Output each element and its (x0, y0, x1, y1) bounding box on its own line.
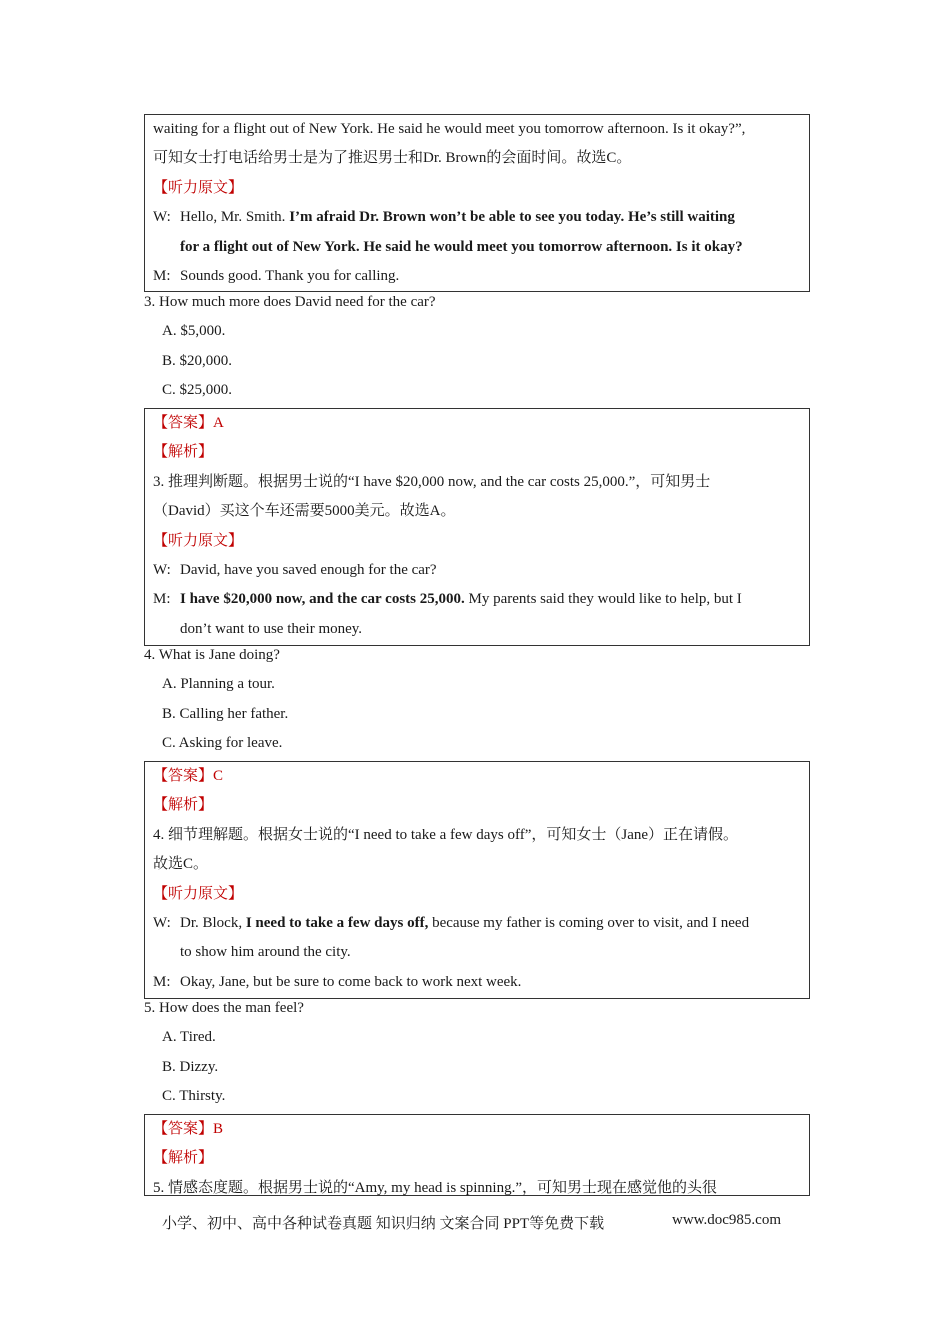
question-3 (144, 288, 804, 406)
q3-transcript-m (153, 585, 803, 614)
q3-m-plain: My parents said they would like to help, but I (464, 591, 742, 608)
q2-w-plain: Hello, Mr. Smith. (180, 209, 290, 226)
q2-transcript-w (153, 203, 803, 232)
speaker-w: W: (153, 561, 171, 578)
q3-option-c: C. $25,000. (162, 382, 233, 399)
q3-analysis-line1: 3. 推理判断题。根据男士说的“I have $20,000 now, and the car costs 25,000.”，可知男士 (153, 473, 711, 490)
page-footer (162, 1212, 802, 1233)
q3-analysis-tag: 【解析】 (153, 444, 214, 461)
q4-question: 4. What is Jane doing? (144, 647, 280, 663)
answer-tag: 【答案】 (153, 1121, 214, 1137)
q4-option-a: A. Planning a tour. (162, 676, 275, 693)
q3-m-line2: don’t want to use their money. (180, 620, 363, 637)
q3-option-a: A. $5,000. (162, 323, 226, 340)
q4-option-b: B. Calling her father. (162, 705, 289, 722)
q5-analysis-line1: 5. 情感态度题。根据男士说的“Amy, my head is spinning.”，可知男士现在感觉他的头很 (153, 1179, 718, 1196)
answer-tag: 【答案】 (153, 768, 214, 784)
q3-analysis-line2: （David）买这个车还需要5000美元。故选A。 (153, 503, 456, 520)
q3-w-text: David, have you saved enough for the car? (180, 561, 437, 578)
question-5 (144, 994, 804, 1112)
speaker-m: M: (153, 591, 171, 608)
q2-w-bold1: I’m afraid Dr. Brown won’t be able to see you today. He’s still waiting (289, 209, 735, 226)
q2-analysis-line1: waiting for a flight out of New York. He said he would meet you tomorrow afternoon. Is it okay?”, (153, 121, 746, 137)
q5-option-a: A. Tired. (162, 1029, 216, 1046)
q4-w-line2: to show him around the city. (180, 944, 351, 961)
q4-transcript-w (153, 909, 803, 938)
q5-analysis-tag: 【解析】 (153, 1150, 214, 1167)
q2-transcript-tag: 【听力原文】 (153, 179, 244, 196)
q4-w-plain2: because my father is coming over to visit, and I need (428, 914, 750, 931)
q4-answer (153, 762, 803, 791)
q4-option-c: C. Asking for leave. (162, 735, 283, 752)
footer-text: 小学、初中、高中各种试卷真题 知识归纳 文案合同 PPT等免费下载 (162, 1216, 605, 1232)
q4-answer-box (144, 761, 810, 999)
q2-transcript-m (153, 262, 803, 291)
q2-answer-box (144, 114, 810, 292)
q4-transcript-tag: 【听力原文】 (153, 885, 244, 902)
q2-analysis-line2: 可知女士打电话给男士是为了推迟男士和Dr. Brown的会面时间。故选C。 (153, 150, 632, 167)
q3-transcript-w (153, 556, 803, 585)
q5-question: 5. How does the man feel? (144, 1000, 304, 1016)
q5-answer-box (144, 1114, 810, 1196)
q4-answer-value: C (213, 768, 224, 784)
q5-option-c: C. Thirsty. (162, 1088, 226, 1105)
q3-answer-value: A (213, 415, 224, 431)
q3-question: 3. How much more does David need for the car? (144, 294, 436, 310)
q3-option-b: B. $20,000. (162, 352, 233, 369)
q4-analysis-line1: 4. 细节理解题。根据女士说的“I need to take a few days off”，可知女士（Jane）正在请假。 (153, 826, 739, 843)
q5-option-b: B. Dizzy. (162, 1058, 219, 1075)
q2-w-bold2: for a flight out of New York. He said he would meet you tomorrow afternoon. Is it okay? (180, 238, 743, 255)
q4-m-text: Okay, Jane, but be sure to come back to work next week. (180, 973, 522, 990)
q5-answer (153, 1115, 803, 1144)
speaker-m: M: (153, 267, 171, 284)
q4-transcript-m (153, 968, 803, 997)
q3-answer (153, 409, 803, 438)
footer-site-link[interactable]: www.doc985.com (672, 1212, 782, 1228)
speaker-m: M: (153, 973, 171, 990)
question-4 (144, 641, 804, 759)
speaker-w: W: (153, 914, 171, 931)
answer-tag: 【答案】 (153, 415, 214, 431)
q4-w-plain1: Dr. Block, (180, 914, 246, 931)
q3-m-bold: I have $20,000 now, and the car costs 25,000. (180, 591, 465, 608)
q4-analysis-line2: 故选C。 (153, 856, 209, 873)
speaker-w: W: (153, 209, 171, 226)
q4-analysis-tag: 【解析】 (153, 797, 214, 814)
q3-transcript-tag: 【听力原文】 (153, 532, 244, 549)
q4-w-bold: I need to take a few days off, (245, 914, 429, 931)
q5-answer-value: B (213, 1121, 224, 1137)
q3-answer-box (144, 408, 810, 646)
q2-m-text: Sounds good. Thank you for calling. (180, 267, 400, 284)
